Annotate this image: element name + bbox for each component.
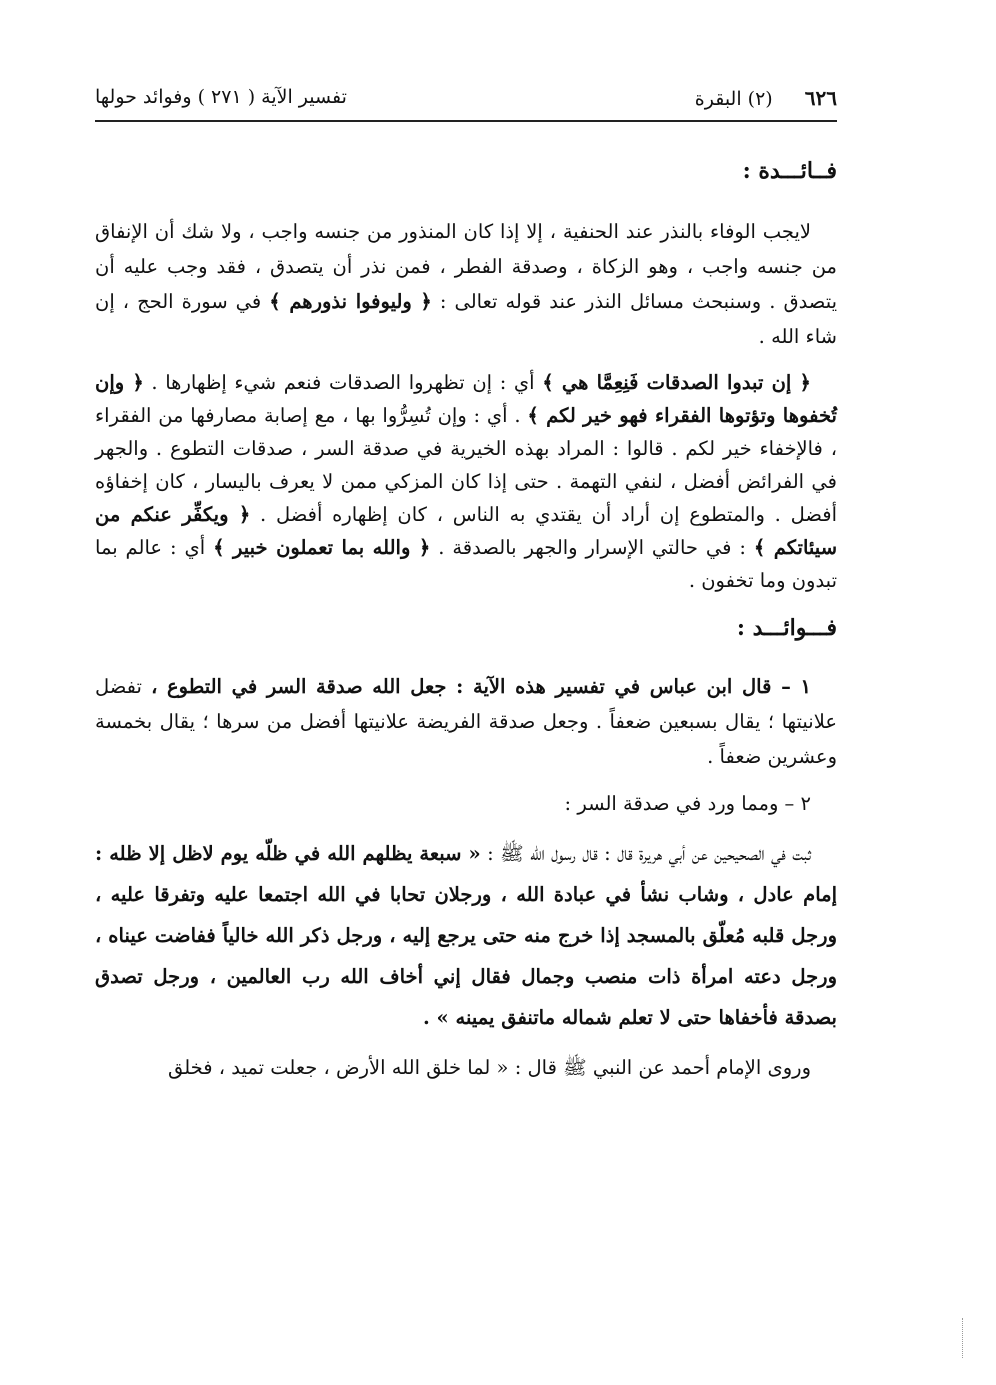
- point-one-text: تفضل علانيتها ؛ يقال بسبعين ضعفاً . وجعل صدقة الفريضة علانيتها أفضل من سرها ؛ يقال بخمسة وعشرين ضعفاً .: [95, 675, 837, 768]
- header-right: [695, 86, 837, 110]
- hadith-text: « سبعة يظلهم الله في ظلّه يوم لاظل إلا ظله : إمام عادل ، وشاب نشأ في عبادة الله ، ورجلان تحابا في الله اجتمعا عليه وتفرقا عليه ، ورجل قلبه مُعلّق بالمسجد إذا خرج منه حتى يرجع إليه ، ورجل ذكر الله خالياً ففاضت عيناه ، ورجل دعته امرأة ذات منصب وجمال فقال إني أخاف الله رب العالمين ، ورجل تصدق بصدقة فأخفاها حتى لا تعلم شماله ماتنفق يمينه » .: [95, 842, 837, 1029]
- hadith-seven: [95, 833, 837, 1038]
- page-number: ٦٢٦: [804, 86, 837, 110]
- paragraph-text: في سورة الحج ، إن شاء الله .: [95, 290, 837, 348]
- running-header: [95, 86, 837, 116]
- paragraph-text: : في حالتي الإسرار والجهر بالصدقة .: [438, 536, 746, 559]
- point-two: [95, 786, 837, 821]
- book-page: [95, 0, 837, 1385]
- point-one: [95, 669, 837, 774]
- surah-label: (٢) البقرة: [694, 88, 773, 110]
- header-title: تفسير الآية ( ٢٧١ ) وفوائد حولها: [95, 86, 347, 108]
- quran-quote: ﴿ ويكفِّر عنكم من سيئاتكم ﴾: [95, 503, 838, 559]
- page-body: [95, 152, 837, 1097]
- quran-quote: ﴿ إن تبدوا الصدقات فَنِعِمَّا هي ﴾: [542, 371, 811, 394]
- hadith-intro: وروى الإمام أحمد عن النبي ﷺ قال :: [514, 1056, 811, 1079]
- quran-quote: ﴿ وليوفوا نذورهم ﴾: [269, 290, 432, 313]
- paragraph-text: . أي : وإن تُسِرُّوا بها ، مع إصابة مصارفها من الفقراء ، فالإخفاء خير لكم . قالوا : المراد بهذه الخيرية في صدقة السر ، صدقات التطوع . والجهر في الفرائض أفضل ، لنفي التهمة . حتى إذا كان المزكي ممن لا يعرف باليسار ، كان إخفاؤه أفضل . والمتطوع إن أراد أن يقتدي به الناس ، كان إظهاره أفضل .: [95, 404, 838, 526]
- hadith-earth: [95, 1050, 837, 1085]
- paragraph-vow: [95, 214, 837, 354]
- quran-quote: ﴿ والله بما تعملون خبير ﴾: [213, 536, 431, 559]
- hadith-text: « لما خلق الله الأرض ، جعلت تميد ، فخلق: [167, 1056, 509, 1079]
- quran-quote: ﴿ وإن تُخفوها وتؤتوها الفقراء فهو خير لكم ﴾: [95, 371, 837, 427]
- paragraph-text: أي : إن تظهروا الصدقات فنعم شيء إظهارها .: [151, 371, 535, 394]
- margin-mark: [962, 1318, 969, 1358]
- hadith-intro: ثبت في الصحيحين عن أبي هريرة قال : قال رسول الله ﷺ :: [487, 842, 812, 865]
- header-rule: [95, 120, 837, 122]
- paragraph-tafsir: [95, 366, 837, 597]
- point-two-text: ٢ – ومما ورد في صدقة السر :: [564, 792, 811, 815]
- point-one-lead: ١ – قال ابن عباس في تفسير هذه الآية : جعل الله صدقة السر في التطوع ،: [151, 675, 811, 698]
- section-heading-benefits: فـــوائـــد :: [736, 615, 837, 641]
- paragraph-text: أي : عالم بما تبدون وما تخفون .: [95, 536, 837, 592]
- section-heading-benefit: فــائـــدة :: [742, 158, 837, 184]
- paragraph-text: لايجب الوفاء بالنذر عند الحنفية ، إلا إذا كان المنذور من جنسه واجب ، ولا شك أن الإنفاق من جنسه واجب ، وهو الزكاة ، وصدقة الفطر ، فمن نذر أن يتصدق ، فقد وجب عليه أن يتصدق . وسنبحث مسائل النذر عند قوله تعالى :: [95, 220, 838, 313]
